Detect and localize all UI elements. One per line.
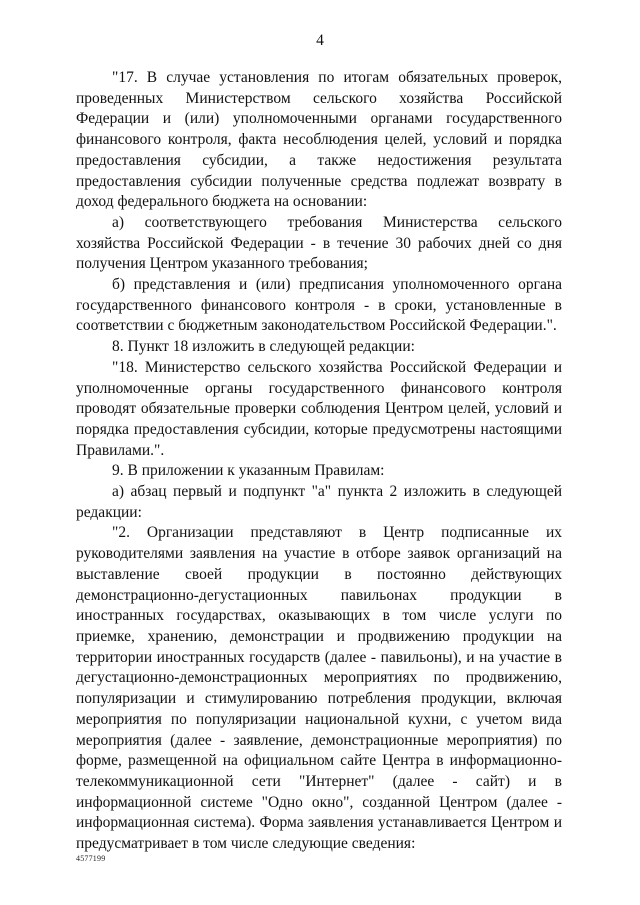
document-body <box>76 68 562 855</box>
paragraph-item-18: "18. Министерство сельского хозяйства Российской Федерации и уполномоченные органы государственного финансового контроля проводят обязательные проверки соблюдения Центром целей, условий и порядка предоставления субсидии, которые предусмотрены настоящими Правилами.". <box>76 358 562 459</box>
page-number: 4 <box>316 32 324 49</box>
document-code: 4577199 <box>76 854 106 863</box>
paragraph-amendment-9: 9. В приложении к указанным Правилам: <box>112 462 385 480</box>
paragraph-subitem-a: а) соответствующего требования Министерства сельского хозяйства Российской Федерации - в течение 30 рабочих дней со дня получения Центром указанного требования; <box>76 213 562 273</box>
paragraph-subitem-b: б) представления и (или) предписания уполномоченного органа государственного финансового контроля - в сроки, установленные в соответствии с бюджетным законодательством Российской Федерации.". <box>76 276 562 335</box>
paragraph-amendment-8: 8. Пункт 18 изложить в следующей редакции: <box>112 338 415 356</box>
paragraph-item-2: "2. Организации представляют в Центр подписанные их руководителями заявления на участие в отборе заявок организаций на выставление своей продукции в постоянно действующих демонстрационно-дегустационных павильонах продукции в иностранных государствах, оказывающих в том числе услуги по приемке, хранению, демонстрации и продвижению продукции на территории иностранных государств (далее - павильоны), и на участие в дегустационно-демонстрационных мероприятиях по продвижению, популяризации и стимулированию потребления продукции, включая мероприятия по популяризации национальной кухни, с учетом вида мероприятия (далее - заявление, демонстрационные мероприятия) по форме, размещенной на официальном сайте Центра в информационно-телекоммуникационной сети "Интернет" (далее - сайт) и в информационной системе "Одно окно", созданной Центром (далее - информационная система). Форма заявления устанавливается Центром и предусматривает в том числе следующие сведения: <box>76 524 562 853</box>
paragraph-subitem-a-edit: а) абзац первый и подпункт "а" пункта 2 изложить в следующей редакции: <box>76 483 562 521</box>
paragraph-item-17: "17. В случае установления по итогам обязательных проверок, проведенных Министерством сельского хозяйства Российской Федерации и (или) уполномоченными органами государственного финансового контроля, факта несоблюдения целей, условий и порядка предоставления субсидии, а также недостижения результата предоставления субсидии полученные средства подлежат возврату в доход федерального бюджета на основании: <box>76 69 562 211</box>
